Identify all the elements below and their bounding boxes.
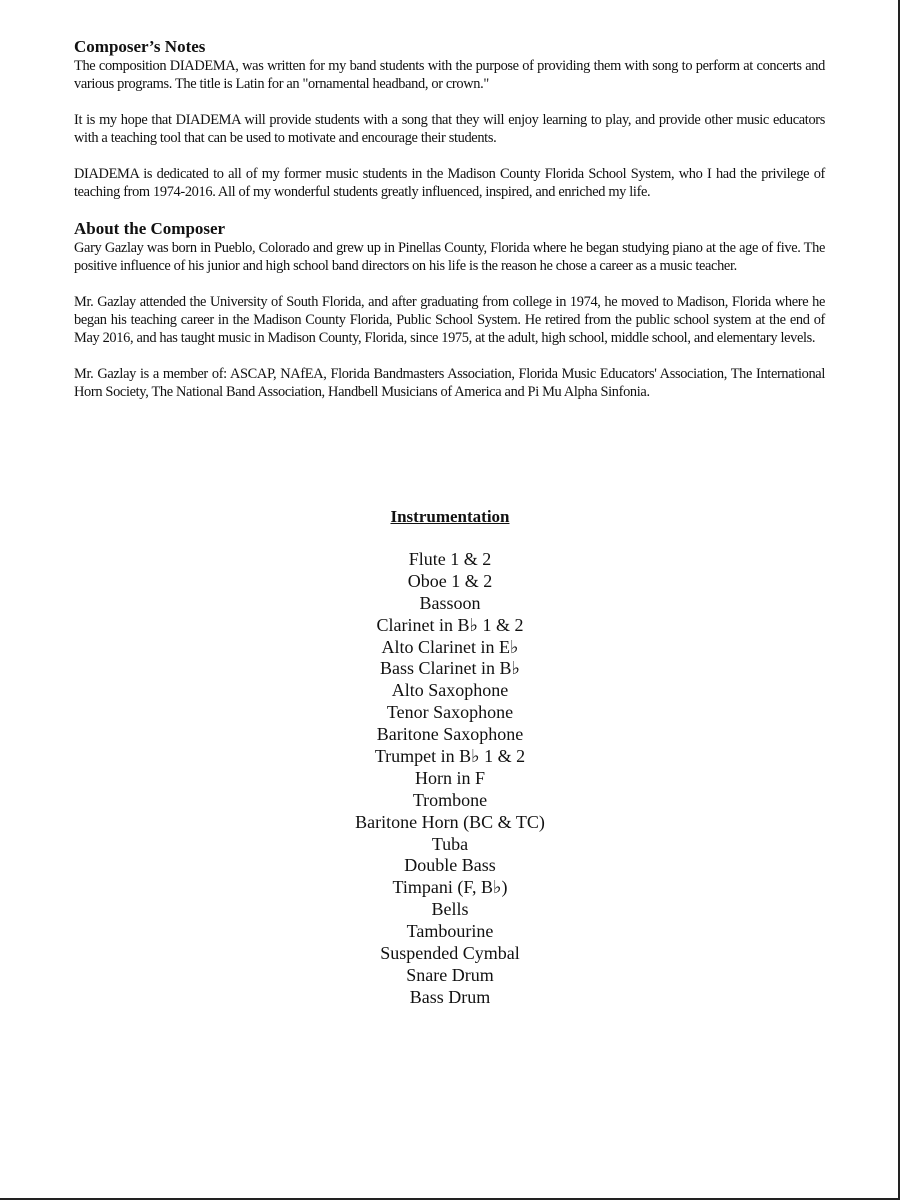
composers-notes-paragraph: The composition DIADEMA, was written for my band students with the purpose of providing them with song to perform at concerts and various programs. The title is Latin for an "ornamental headband, or crown." <box>74 58 825 92</box>
composers-notes-paragraph: It is my hope that DIADEMA will provide students with a song that they will enjoy learning to play, and provide other music educators with a teaching tool that can be used to motivate and encourage their students. <box>74 112 825 146</box>
instrument-item: Alto Saxophone <box>391 680 509 701</box>
instrumentation-heading: Instrumentation <box>390 507 510 526</box>
instrument-item: Clarinet in B♭ 1 & 2 <box>376 614 524 635</box>
instrumentation-section <box>0 506 900 1009</box>
instrument-list <box>0 549 900 1009</box>
instrument-item: Timpani (F, B♭) <box>392 877 508 898</box>
instrument-item: Bassoon <box>419 592 481 613</box>
composers-notes-heading: Composer’s Notes <box>74 37 206 56</box>
about-composer-paragraph: Mr. Gazlay is a member of: ASCAP, NAfEA, Florida Bandmasters Association, Florida Music Educators' Association, The International Horn Society, The National Band Association, Handbell Musicians of America and Pi Mu Alpha Sinfonia. <box>74 366 825 400</box>
instrument-item: Flute 1 & 2 <box>408 549 492 569</box>
instrument-item: Snare Drum <box>406 964 494 985</box>
instrument-item: Baritone Saxophone <box>376 724 524 745</box>
about-composer-heading: About the Composer <box>74 219 226 238</box>
instrument-item: Baritone Horn (BC & TC) <box>355 811 545 832</box>
about-composer-paragraph: Mr. Gazlay attended the University of South Florida, and after graduating from college in 1974, he moved to Madison, Florida where he began his teaching career in the Madison County Florida, Public School System. He retired from the public school system at the end of May 2016, and has taught music in Madison County, Florida, since 1975, at the adult, high school, middle school, and elementary levels. <box>74 294 825 346</box>
instrument-item: Oboe 1 & 2 <box>407 570 493 591</box>
instrument-item: Suspended Cymbal <box>380 943 520 964</box>
instrument-item: Tuba <box>431 833 469 854</box>
instrument-item: Trumpet in B♭ 1 & 2 <box>374 746 526 767</box>
instrument-item: Bells <box>431 899 469 920</box>
instrument-item: Double Bass <box>404 855 496 876</box>
instrument-item: Tenor Saxophone <box>386 702 514 723</box>
instrument-item: Bass Drum <box>409 986 491 1007</box>
composers-notes-paragraph: DIADEMA is dedicated to all of my former music students in the Madison County Florida School System, who I had the privilege of teaching from 1974-2016. All of my wonderful students greatly influenced, inspired, and enriched my life. <box>74 166 825 200</box>
instrument-item: Tambourine <box>406 921 494 942</box>
instrument-item: Trombone <box>412 789 488 810</box>
instrument-item: Bass Clarinet in B♭ <box>380 658 520 679</box>
instrument-item: Horn in F <box>414 767 485 788</box>
text-content <box>74 37 825 419</box>
about-composer-paragraph: Gary Gazlay was born in Pueblo, Colorado and grew up in Pinellas County, Florida where he began studying piano at the age of five. The positive influence of his junior and high school band directors on his life is the reason he chose a career as a music teacher. <box>74 240 825 274</box>
instrument-item: Alto Clarinet in E♭ <box>381 636 519 657</box>
